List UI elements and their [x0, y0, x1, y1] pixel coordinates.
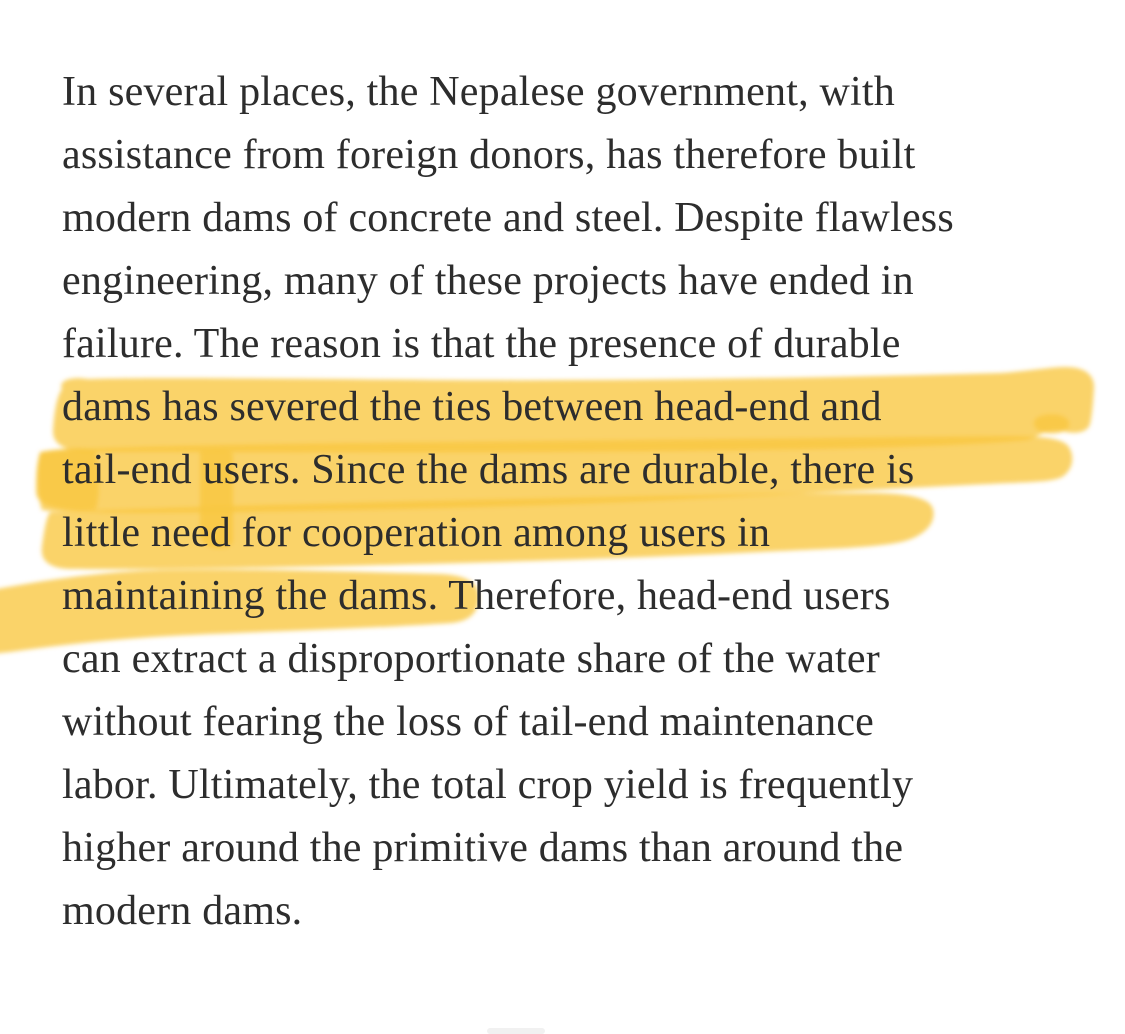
- text-line-5: failure. The reason is that the presence of durable: [62, 321, 901, 367]
- text-line-3: modern dams of concrete and steel. Despite flawless: [62, 195, 954, 241]
- text-line-9: maintaining the dams. Therefore, head-end users: [62, 573, 891, 619]
- text-line-6: dams has severed the ties between head-end and: [62, 384, 882, 430]
- text-line-7: tail-end users. Since the dams are durable, there is: [62, 447, 915, 493]
- text-line-8: little need for cooperation among users in: [62, 510, 771, 556]
- text-line-2: assistance from foreign donors, has therefore built: [62, 132, 916, 178]
- text-line-1: In several places, the Nepalese government, with: [62, 69, 895, 115]
- text-line-11: without fearing the loss of tail-end maintenance: [62, 699, 875, 745]
- text-line-14: modern dams.: [62, 888, 303, 934]
- text-line-4: engineering, many of these projects have ended in: [62, 258, 914, 304]
- text-line-12: labor. Ultimately, the total crop yield is frequently: [62, 762, 914, 808]
- text-line-10: can extract a disproportionate share of the water: [62, 636, 880, 682]
- text-line-13: higher around the primitive dams than around the: [62, 825, 904, 871]
